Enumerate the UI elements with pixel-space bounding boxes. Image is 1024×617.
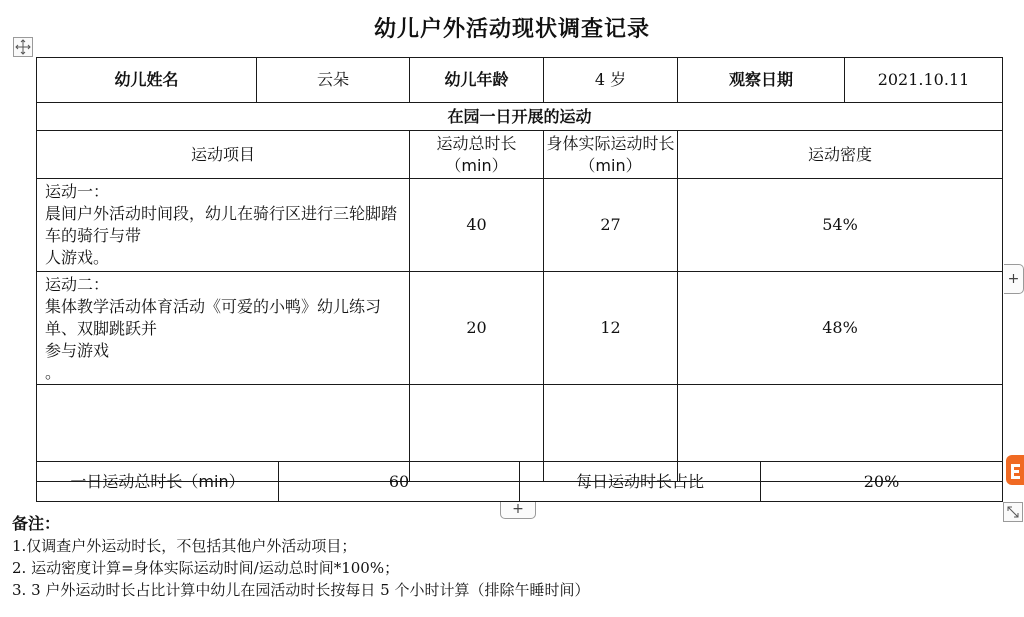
info-row	[37, 58, 1003, 103]
col-header-project: 运动项目	[37, 131, 410, 179]
age-value[interactable]: 4 岁	[544, 58, 678, 103]
side-app-logo-glyph	[1006, 455, 1024, 485]
name-label: 幼儿姓名	[37, 58, 257, 103]
activity-total[interactable]: 20	[410, 272, 544, 385]
activity-actual[interactable]: 12	[544, 272, 678, 385]
activity-line: 人游戏。	[45, 248, 110, 267]
add-column-button[interactable]: +	[1004, 264, 1024, 294]
activity-line: 运动一：	[45, 182, 110, 201]
add-row-button[interactable]: +	[500, 502, 536, 519]
table-resize-handle[interactable]	[1003, 502, 1023, 522]
activity-row	[37, 272, 1003, 385]
date-label: 观察日期	[678, 58, 845, 103]
activity-line: 晨间户外活动时间段，幼儿在骑行区进行三轮脚踏车的骑行与带	[45, 204, 398, 245]
date-value[interactable]: 2021.10.11	[845, 58, 1003, 103]
activity-total[interactable]: 40	[410, 179, 544, 272]
activity-line: 参与游戏	[45, 341, 110, 360]
move-arrows-icon	[14, 38, 32, 56]
col-header-total	[410, 131, 544, 179]
section-row	[37, 103, 1003, 131]
section-title: 在园一日开展的运动	[37, 103, 1003, 131]
total-duration-value[interactable]: 60	[279, 462, 520, 502]
total-duration-label: 一日运动总时长（min）	[37, 462, 279, 502]
summary-table	[36, 461, 1003, 502]
activity-density[interactable]: 54%	[678, 179, 1003, 272]
ratio-label: 每日运动时长占比	[520, 462, 761, 502]
activity-description[interactable]	[37, 179, 410, 272]
name-value[interactable]: 云朵	[257, 58, 410, 103]
col-header-density: 运动密度	[678, 131, 1003, 179]
activity-description[interactable]	[37, 272, 410, 385]
ratio-value[interactable]: 20%	[761, 462, 1003, 502]
side-app-logo-icon[interactable]	[1006, 455, 1024, 485]
activity-line: 。	[45, 363, 62, 382]
activity-density[interactable]: 48%	[678, 272, 1003, 385]
col-header-actual	[544, 131, 678, 179]
note-item: 1.仅调查户外运动时长，不包括其他户外活动项目；	[12, 537, 357, 555]
age-label: 幼儿年龄	[410, 58, 544, 103]
summary-row	[37, 462, 1003, 502]
activity-row	[37, 179, 1003, 272]
note-item: 2. 运动密度计算=身体实际运动时间/运动总时间*100%；	[12, 559, 400, 577]
table-move-handle[interactable]	[13, 37, 33, 57]
col-header-actual-line1: 身体实际运动时长	[546, 133, 675, 153]
survey-table	[36, 57, 1003, 482]
note-item: 3. 3 户外运动时长占比计算中幼儿在园活动时长按每日 5 个小时计算（排除午睡时间）	[12, 581, 590, 599]
document-title: 幼儿户外活动现状调查记录	[373, 17, 650, 42]
activity-line: 运动二：	[45, 275, 110, 294]
col-header-total-line1: 运动总时长	[436, 133, 517, 153]
notes-section	[12, 513, 589, 601]
activity-actual[interactable]: 27	[544, 179, 678, 272]
col-header-actual-line2: （min）	[579, 155, 642, 175]
col-header-total-line2: （min）	[445, 155, 508, 175]
activity-line: 集体教学活动体育活动《可爱的小鸭》幼儿练习单、双脚跳跃并	[45, 297, 382, 338]
notes-title: 备注：	[12, 514, 61, 533]
resize-diagonal-icon	[1004, 503, 1022, 521]
header-row	[37, 131, 1003, 179]
